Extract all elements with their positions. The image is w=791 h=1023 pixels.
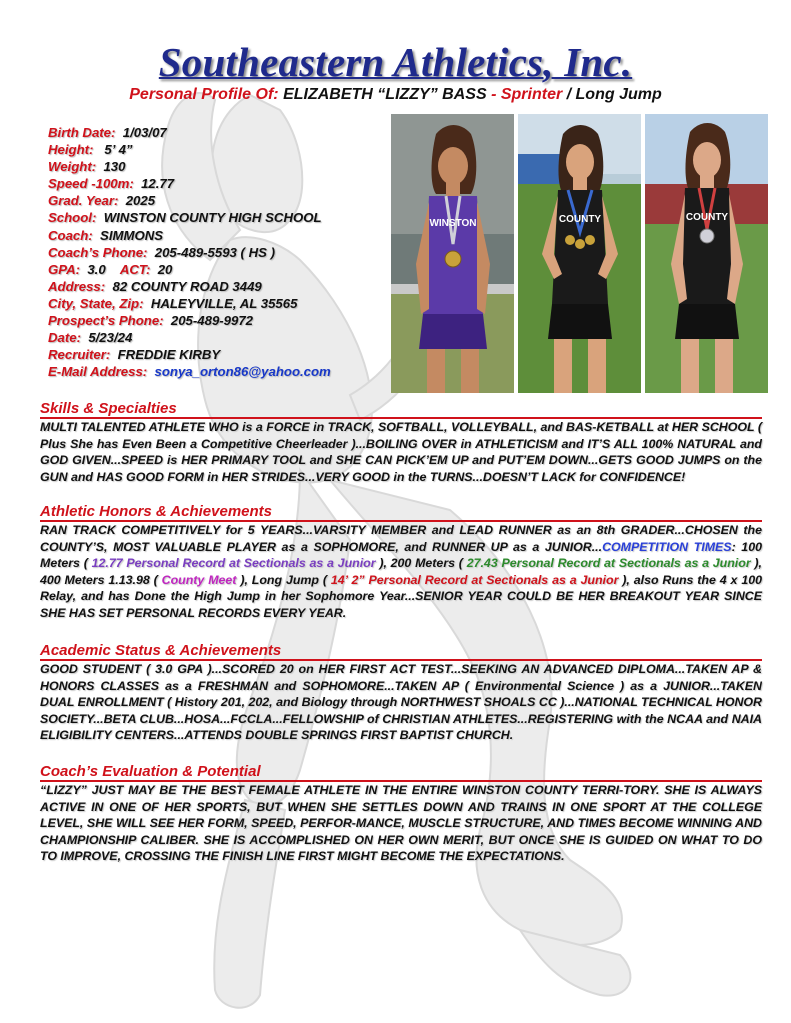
info-address: Address: 82 COUNTY ROAD 3449 xyxy=(48,278,262,294)
pr-long-jump: 14’ 2” Personal Record at Sectionals as a Junior xyxy=(330,572,619,587)
info-grad-year: Grad. Year: 2025 xyxy=(48,193,156,209)
event-2: Long Jump xyxy=(575,86,662,103)
info-recruiter: Recruiter: FREDDIE KIRBY xyxy=(48,347,221,363)
info-coach: Coach: SIMMONS xyxy=(48,227,164,243)
info-email: E-Mail Address: sonya_orton86@yahoo.com xyxy=(48,364,331,380)
info-height: Height: 5’ 4” xyxy=(48,142,133,158)
profile-subtitle xyxy=(0,86,791,104)
info-date: Date: 5/23/24 xyxy=(48,330,133,346)
honors-section xyxy=(40,503,762,622)
honors-text: RAN TRACK COMPETITIVELY for 5 YEARS...VARSITY MEMBER and LEAD RUNNER as an 8th GRADER...CHOSEN the COUNTY’S, MOST VALUABLE PLAYER as a SOPHOMORE, and RUNNER UP as a JUNIOR...COMPETITION TIMES: 100 Meters ( 12.77 Personal Record at Sectionals as a Junior ), 200 Meters ( 27.43 Personal Record at Sectionals as a Junior ), 400 Meters 1.13.98 ( County Meet ), Long Jump ( 14’ 2” Personal Record at Sectionals as a Junior ), also Runs the 4 x 100 Relay, and has Done the High Jump in her Sophomore Year...SENIOR YEAR COULD BE HER BREAKOUT YEAR SINCE SHE HAS SET PERSONAL RECORDS EVERY YEAR. xyxy=(40,523,762,620)
info-speed: Speed -100m: 12.77 xyxy=(48,176,175,192)
skills-heading: Skills & Specialties xyxy=(40,400,762,419)
subtitle-slash: / xyxy=(562,86,576,103)
event-1: Sprinter xyxy=(500,86,563,103)
info-coach-phone: Coach’s Phone: 205-489-5593 ( HS ) xyxy=(48,244,275,260)
honors-heading: Athletic Honors & Achievements xyxy=(40,503,762,522)
info-city-state-zip: City, State, Zip: HALEYVILLE, AL 35565 xyxy=(48,295,298,311)
info-gpa-act: GPA: 3.0 ACT: 20 xyxy=(48,261,173,277)
county-meet-label: County Meet xyxy=(161,572,237,587)
academic-section xyxy=(40,642,762,744)
jersey-text-3: COUNTY xyxy=(685,212,729,223)
jersey-text-1: WINSTON xyxy=(429,218,477,229)
jersey-text-2: COUNTY xyxy=(558,214,602,225)
info-prospect-phone: Prospect’s Phone: 205-489-9972 xyxy=(48,313,254,329)
academic-text: GOOD STUDENT ( 3.0 GPA )...SCORED 20 on HER FIRST ACT TEST...SEEKING AN ADVANCED DIPLOMA...TAKEN AP & HONORS CLASSES as a FRESHMAN and SOPHOMORE...TAKEN AP ( Environmental Science ) as a JUNIOR...TAKEN DUAL ENROLLMENT ( History 201, 202, and Biology through NORTHWEST SHOALS CC )...NATIONAL TECHNICAL HONOR SOCIETY...BETA CLUB...HOSA...FCCLA...FELLOWSHIP of CHRISTIAN ATHLETES...REGISTERING with the NCAA and NAIA ELIGIBILITY CENTERS...ATTENDS DOUBLE SPRINGS FIRST BAPTIST CHURCH. xyxy=(40,662,762,743)
coach-eval-text: “LIZZY” JUST MAY BE THE BEST FEMALE ATHLETE IN THE ENTIRE WINSTON COUNTY TERRI-TORY. SHE IS ALWAYS ACTIVE IN ONE OF HER SPORTS, BUT WHEN SHE SETTLES DOWN AND TRAINS IN ONE SPORT AT THE COLLEGE LEVEL, SHE WILL SEE HER FORM, SPEED, PERFOR-MANCE, MUSCLE STRUCTURE, AND TIMES BECOME WINNING AND CHAMPIONSHIP CALIBER. SHE IS ACCOMPLISHED ON HER OWN MERIT, BUT ONCE SHE IS GUIDED ON WHAT TO DO TO IMPROVE, CROSSING THE FINISH LINE FIRST MIGHT BECOME THE EXPECTATIONS. xyxy=(40,783,762,864)
pr-100m: 12.77 Personal Record at Sectionals as a Junior xyxy=(91,556,376,571)
info-birth-date: Birth Date: 1/03/07 xyxy=(48,125,167,140)
athlete-name: ELIZABETH “LIZZY” BASS xyxy=(278,86,487,103)
coach-eval-heading: Coach’s Evaluation & Potential xyxy=(40,763,762,782)
academic-heading: Academic Status & Achievements xyxy=(40,642,762,661)
athlete-info-list xyxy=(48,124,393,380)
info-school: School: WINSTON COUNTY HIGH SCHOOL xyxy=(48,210,322,226)
coach-eval-section xyxy=(40,763,762,865)
pr-200m: 27.43 Personal Record at Sectionals as a Junior xyxy=(466,556,751,571)
athlete-photo-3 xyxy=(645,114,769,393)
org-title: Southeastern Athletics, Inc. xyxy=(158,39,633,85)
subtitle-dash: - xyxy=(486,86,501,103)
skills-section xyxy=(40,400,762,485)
skills-text: MULTI TALENTED ATHLETE WHO is a FORCE in TRACK, SOFTBALL, VOLLEYBALL, and BAS-KETBALL at HER SCHOOL ( Plus She has Even Been a Competitive Cheerleader )...BOILING OVER in ATHLETICISM and IT’S ALL 100% NATURAL and GOD GIVEN...SPEED is HER PRIMARY TOOL and SHE CAN PICK’EM UP and PUT’EM DOWN...GETS GOOD JUMPS on the GUN and HAS GOOD FORM in HER STRIDES...VERY GOOD in the TURNS...DOESN’T LACK for CONFIDENCE! xyxy=(40,420,762,484)
athlete-photo-2 xyxy=(518,114,642,393)
athlete-photos xyxy=(391,114,769,393)
athlete-photo-1 xyxy=(391,114,515,393)
competition-times-label: COMPETITION TIMES xyxy=(602,539,732,554)
info-weight: Weight: 130 xyxy=(48,159,126,175)
profile-label: Personal Profile Of: xyxy=(129,86,279,103)
email-link[interactable]: sonya_orton86@yahoo.com xyxy=(154,364,331,380)
